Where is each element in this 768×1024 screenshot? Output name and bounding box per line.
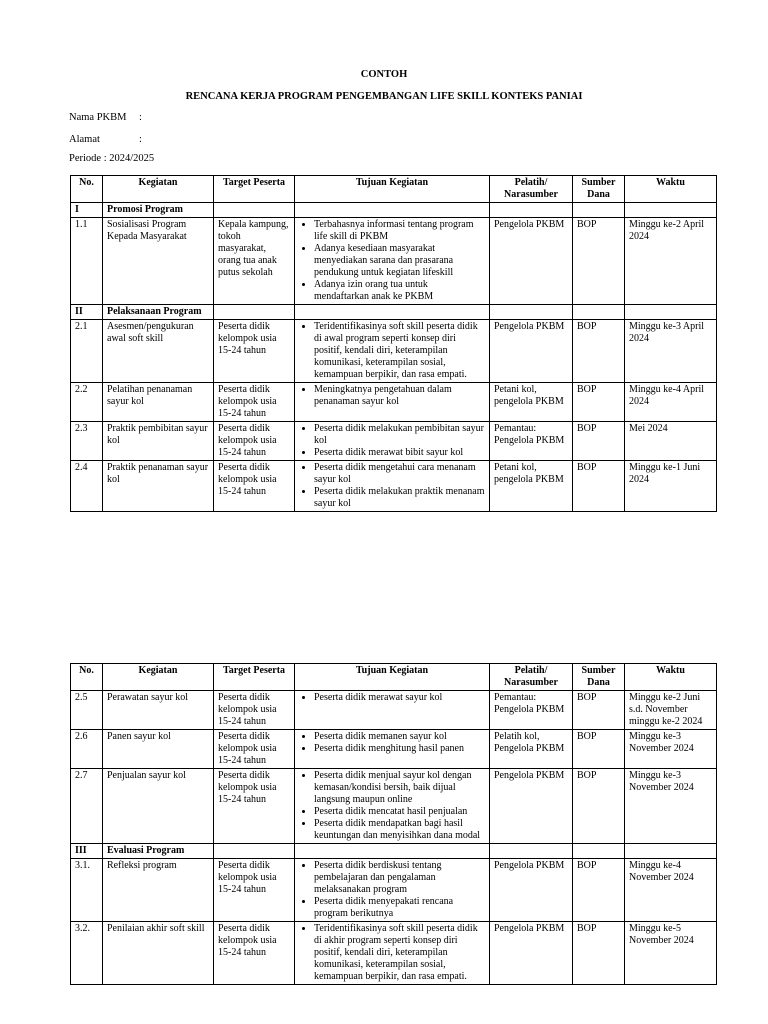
table-body — [71, 691, 717, 985]
tujuan-item: • Peserta didik mengetahui cara menanam sayur kol — [314, 462, 485, 486]
table-row — [71, 922, 717, 985]
waktu-cell: Mei 2024 — [625, 422, 717, 461]
section-row — [71, 305, 717, 320]
doc-label: CONTOH — [360, 69, 408, 80]
tujuan-cell — [295, 691, 490, 730]
kegiatan-cell: Perawatan sayur kol — [103, 691, 214, 730]
tujuan-cell — [295, 859, 490, 922]
dana-cell: BOP — [573, 422, 625, 461]
tujuan-item: • Meningkatnya pengetahuan dalam penanaman sayur kol — [314, 384, 485, 408]
table-header — [71, 664, 717, 691]
table-row — [71, 218, 717, 305]
table-row — [71, 730, 717, 769]
tujuan-item: • Peserta didik merawat sayur kol — [314, 692, 485, 704]
section-title: Pelaksanaan Program — [103, 305, 214, 320]
alamat-colon: : — [139, 134, 142, 145]
header-dana: Sumber Dana — [573, 664, 625, 691]
header-dana: Sumber Dana — [573, 176, 625, 203]
tujuan-item: • Peserta didik melakukan praktik menanam sayur kol — [314, 486, 485, 510]
kegiatan-cell: Praktik penanaman sayur kol — [103, 461, 214, 512]
header-kegiatan: Kegiatan — [103, 176, 214, 203]
waktu-cell: Minggu ke-3 April 2024 — [625, 320, 717, 383]
header-pelatih: Pelatih/ Narasumber — [490, 176, 573, 203]
kegiatan-cell: Sosialisasi Program Kepada Masyarakat — [103, 218, 214, 305]
plan-table-2 — [70, 663, 717, 985]
kegiatan-cell: Pelatihan penanaman sayur kol — [103, 383, 214, 422]
tujuan-list — [299, 462, 485, 510]
pelatih-cell: Petani kol, pengelola PKBM — [490, 383, 573, 422]
empty-cell — [573, 844, 625, 859]
table-row — [71, 859, 717, 922]
pelatih-cell: Pengelola PKBM — [490, 859, 573, 922]
section-number: I — [71, 203, 103, 218]
tujuan-item: • Terbahasnya informasi tentang program life skill di PKBM — [314, 219, 485, 243]
header-kegiatan: Kegiatan — [103, 664, 214, 691]
empty-cell — [214, 844, 295, 859]
tujuan-cell — [295, 461, 490, 512]
tujuan-list — [299, 219, 485, 303]
empty-cell — [490, 203, 573, 218]
waktu-cell: Minggu ke-2 Juni s.d. November minggu ke-2 2024 — [625, 691, 717, 730]
kegiatan-cell: Penjualan sayur kol — [103, 769, 214, 844]
tujuan-cell — [295, 730, 490, 769]
target-cell: Kepala kampung, tokoh masyarakat, orang tua anak putus sekolah — [214, 218, 295, 305]
target-cell: Peserta didik kelompok usia 15-24 tahun — [214, 461, 295, 512]
table-body — [71, 203, 717, 512]
empty-cell — [214, 203, 295, 218]
waktu-cell: Minggu ke-4 April 2024 — [625, 383, 717, 422]
dana-cell: BOP — [573, 922, 625, 985]
waktu-cell: Minggu ke-3 November 2024 — [625, 730, 717, 769]
table-row — [71, 320, 717, 383]
pelatih-cell: Pengelola PKBM — [490, 769, 573, 844]
section-title: Promosi Program — [103, 203, 214, 218]
empty-cell — [573, 305, 625, 320]
tujuan-item: • Teridentifikasinya soft skill peserta didik di akhir program seperti konsep diri positif, kendali diri, keterampilan komunikasi, keterampilan sosial, kemampuan berpikir, dan rasa empati. — [314, 923, 485, 983]
header-waktu: Waktu — [625, 664, 717, 691]
row-number: 2.7 — [71, 769, 103, 844]
nama-pkbm-field — [69, 112, 142, 123]
waktu-cell: Minggu ke-2 April 2024 — [625, 218, 717, 305]
alamat-field — [69, 134, 142, 145]
tujuan-item: • Adanya izin orang tua untuk mendaftarkan anak ke PKBM — [314, 279, 485, 303]
tujuan-cell — [295, 922, 490, 985]
row-number: 2.5 — [71, 691, 103, 730]
section-row — [71, 844, 717, 859]
pelatih-cell: Petani kol, pengelola PKBM — [490, 461, 573, 512]
empty-cell — [625, 844, 717, 859]
tujuan-cell — [295, 218, 490, 305]
tujuan-item: • Peserta didik menyepakati rencana program berikutnya — [314, 896, 485, 920]
empty-cell — [573, 203, 625, 218]
dana-cell: BOP — [573, 769, 625, 844]
table-row — [71, 383, 717, 422]
row-number: 2.2 — [71, 383, 103, 422]
section-number: II — [71, 305, 103, 320]
waktu-cell: Minggu ke-3 November 2024 — [625, 769, 717, 844]
tujuan-cell — [295, 383, 490, 422]
dana-cell: BOP — [573, 461, 625, 512]
row-number: 2.1 — [71, 320, 103, 383]
kegiatan-cell: Panen sayur kol — [103, 730, 214, 769]
kegiatan-cell: Praktik pembibitan sayur kol — [103, 422, 214, 461]
target-cell: Peserta didik kelompok usia 15-24 tahun — [214, 769, 295, 844]
tujuan-item: • Peserta didik merawat bibit sayur kol — [314, 447, 485, 459]
row-number: 2.4 — [71, 461, 103, 512]
empty-cell — [214, 305, 295, 320]
empty-cell — [295, 305, 490, 320]
tujuan-item: • Peserta didik menjual sayur kol dengan kemasan/kondisi bersih, baik dijual langsung maupun online — [314, 770, 485, 806]
pelatih-cell: Pemantau: Pengelola PKBM — [490, 691, 573, 730]
waktu-cell: Minggu ke-4 November 2024 — [625, 859, 717, 922]
tujuan-list — [299, 770, 485, 842]
tujuan-item: • Peserta didik mendapatkan bagi hasil keuntungan dan menyisihkan dana modal — [314, 818, 485, 842]
tujuan-cell — [295, 320, 490, 383]
pelatih-cell: Pengelola PKBM — [490, 218, 573, 305]
periode-field: Periode : 2024/2025 — [69, 153, 155, 164]
empty-cell — [295, 203, 490, 218]
tujuan-list — [299, 692, 485, 704]
target-cell: Peserta didik kelompok usia 15-24 tahun — [214, 691, 295, 730]
kegiatan-cell: Refleksi program — [103, 859, 214, 922]
pelatih-cell: Pengelola PKBM — [490, 320, 573, 383]
tujuan-list — [299, 923, 485, 983]
section-number: III — [71, 844, 103, 859]
row-number: 2.3 — [71, 422, 103, 461]
pelatih-cell: Pengelola PKBM — [490, 922, 573, 985]
target-cell: Peserta didik kelompok usia 15-24 tahun — [214, 320, 295, 383]
dana-cell: BOP — [573, 691, 625, 730]
empty-cell — [295, 844, 490, 859]
empty-cell — [490, 305, 573, 320]
tujuan-item: • Teridentifikasinya soft skill peserta didik di awal program seperti konsep diri positif, kendali diri, keterampilan komunikasi, keterampilan sosial, kemampuan berpikir, dan rasa empati. — [314, 321, 485, 381]
row-number: 2.6 — [71, 730, 103, 769]
target-cell: Peserta didik kelompok usia 15-24 tahun — [214, 859, 295, 922]
header-no: No. — [71, 176, 103, 203]
table-row — [71, 422, 717, 461]
tujuan-list — [299, 860, 485, 920]
row-number: 3.2. — [71, 922, 103, 985]
header-pelatih: Pelatih/ Narasumber — [490, 664, 573, 691]
pelatih-cell: Pemantau: Pengelola PKBM — [490, 422, 573, 461]
doc-title: RENCANA KERJA PROGRAM PENGEMBANGAN LIFE SKILL KONTEKS PANIAI — [185, 91, 583, 102]
tujuan-list — [299, 384, 485, 408]
dana-cell: BOP — [573, 730, 625, 769]
header-target: Target Peserta — [214, 176, 295, 203]
table-row — [71, 461, 717, 512]
table-header — [71, 176, 717, 203]
header-tujuan: Tujuan Kegiatan — [295, 664, 490, 691]
header-target: Target Peserta — [214, 664, 295, 691]
tujuan-list — [299, 731, 485, 755]
table-row — [71, 769, 717, 844]
target-cell: Peserta didik kelompok usia 15-24 tahun — [214, 922, 295, 985]
empty-cell — [625, 305, 717, 320]
tujuan-item: • Adanya kesediaan masyarakat menyediakan sarana dan prasarana pendukung untuk kegiatan lifeskill — [314, 243, 485, 279]
nama-pkbm-label: Nama PKBM — [69, 112, 127, 123]
tujuan-item: • Peserta didik menghitung hasil panen — [314, 743, 485, 755]
empty-cell — [490, 844, 573, 859]
pelatih-cell: Pelatih kol, Pengelola PKBM — [490, 730, 573, 769]
tujuan-item: • Peserta didik memanen sayur kol — [314, 731, 485, 743]
nama-pkbm-colon: : — [139, 112, 142, 123]
tujuan-item: • Peserta didik mencatat hasil penjualan — [314, 806, 485, 818]
tujuan-item: • Peserta didik melakukan pembibitan sayur kol — [314, 423, 485, 447]
header-no: No. — [71, 664, 103, 691]
dana-cell: BOP — [573, 320, 625, 383]
row-number: 3.1. — [71, 859, 103, 922]
section-row — [71, 203, 717, 218]
plan-table-1 — [70, 175, 717, 512]
tujuan-item: • Peserta didik berdiskusi tentang pembelajaran dan pengalaman melaksanakan program — [314, 860, 485, 896]
empty-cell — [625, 203, 717, 218]
tujuan-cell — [295, 422, 490, 461]
dana-cell: BOP — [573, 859, 625, 922]
target-cell: Peserta didik kelompok usia 15-24 tahun — [214, 422, 295, 461]
header-waktu: Waktu — [625, 176, 717, 203]
header-tujuan: Tujuan Kegiatan — [295, 176, 490, 203]
waktu-cell: Minggu ke-1 Juni 2024 — [625, 461, 717, 512]
tujuan-list — [299, 321, 485, 381]
table-row — [71, 691, 717, 730]
target-cell: Peserta didik kelompok usia 15-24 tahun — [214, 383, 295, 422]
dana-cell: BOP — [573, 383, 625, 422]
dana-cell: BOP — [573, 218, 625, 305]
waktu-cell: Minggu ke-5 November 2024 — [625, 922, 717, 985]
alamat-label: Alamat — [69, 134, 100, 145]
tujuan-cell — [295, 769, 490, 844]
row-number: 1.1 — [71, 218, 103, 305]
kegiatan-cell: Asesmen/pengukuran awal soft skill — [103, 320, 214, 383]
kegiatan-cell: Penilaian akhir soft skill — [103, 922, 214, 985]
tujuan-list — [299, 423, 485, 459]
section-title: Evaluasi Program — [103, 844, 214, 859]
target-cell: Peserta didik kelompok usia 15-24 tahun — [214, 730, 295, 769]
